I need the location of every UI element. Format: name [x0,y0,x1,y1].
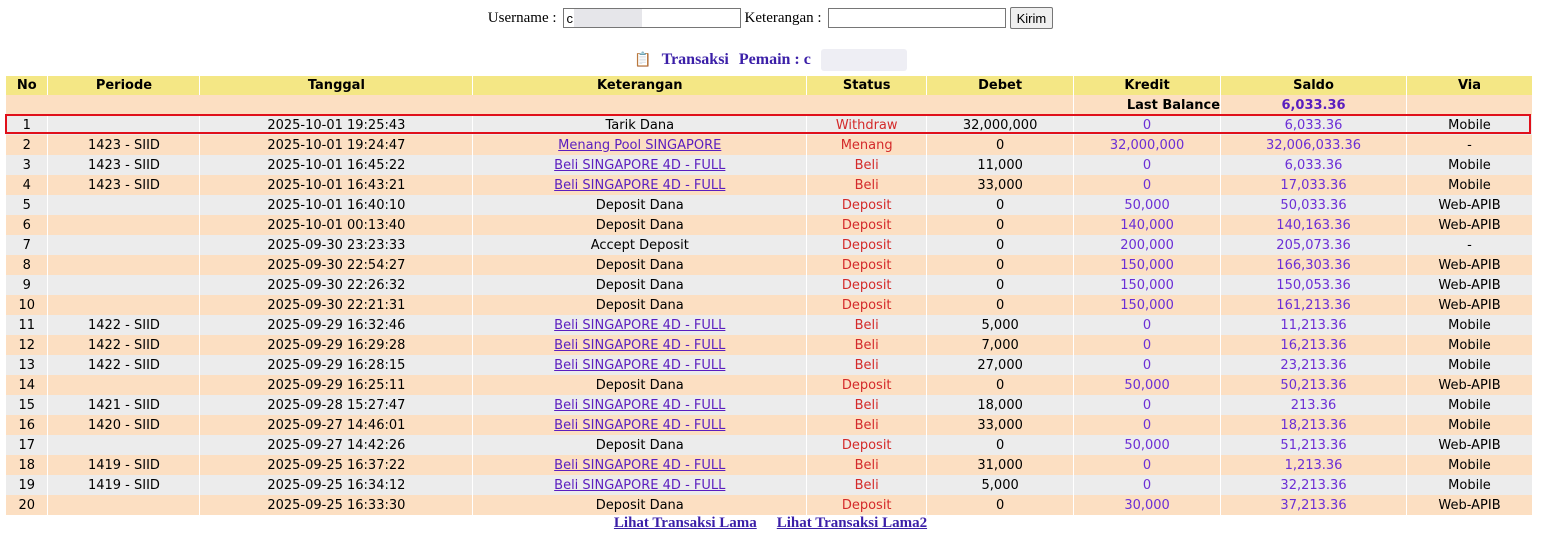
cell-tanggal: 2025-09-25 16:34:12 [200,475,473,495]
cell-debet: 33,000 [927,175,1074,195]
cell-tanggal: 2025-10-01 16:45:22 [200,155,473,175]
cell-debet: 7,000 [927,335,1074,355]
cell-via: Web-APIB [1406,275,1532,295]
cell-saldo: 17,033.36 [1221,175,1407,195]
cell-status: Deposit [807,235,927,255]
cell-debet: 0 [927,435,1074,455]
cell-via: Web-APIB [1406,495,1532,515]
cell-tanggal: 2025-09-30 22:26:32 [200,275,473,295]
cell-via: Web-APIB [1406,255,1532,275]
cell-periode: 1421 - SIID [48,395,200,415]
cell-saldo: 32,213.36 [1221,475,1407,495]
cell-keterangan [473,155,807,175]
cell-periode [48,215,200,235]
cell-tanggal: 2025-10-01 19:24:47 [200,135,473,155]
cell-keterangan [473,335,807,355]
table-header [6,76,1533,95]
cell-saldo: 205,073.36 [1221,235,1407,255]
clipboard-icon: 📋 [634,52,652,68]
cell-keterangan [473,355,807,375]
cell-status: Deposit [807,435,927,455]
cell-debet: 0 [927,195,1074,215]
cell-no: 7 [6,235,48,255]
cell-tanggal: 2025-10-01 00:13:40 [200,215,473,235]
cell-saldo: 140,163.36 [1221,215,1407,235]
cell-no: 13 [6,355,48,375]
cell-kredit: 0 [1074,315,1221,335]
cell-no: 16 [6,415,48,435]
table-row [6,355,1533,375]
cell-no: 12 [6,335,48,355]
cell-status: Deposit [807,195,927,215]
cell-via: Mobile [1406,155,1532,175]
cell-kredit: 50,000 [1074,195,1221,215]
cell-via: Mobile [1406,355,1532,375]
table-row [6,495,1533,515]
cell-keterangan: Deposit Dana [473,435,807,455]
column-header: Via [1406,76,1532,95]
table-row [6,195,1533,215]
cell-no: 8 [6,255,48,275]
table-row [6,395,1533,415]
cell-saldo: 213.36 [1221,395,1407,415]
cell-periode: 1423 - SIID [48,155,200,175]
cell-status: Beli [807,315,927,335]
cell-saldo: 166,303.36 [1221,255,1407,275]
column-header: Tanggal [200,76,473,95]
cell-no: 11 [6,315,48,335]
cell-kredit: 0 [1074,155,1221,175]
cell-debet: 5,000 [927,315,1074,335]
keterangan-link[interactable]: Beli SINGAPORE 4D - FULL [554,177,726,193]
cell-no: 17 [6,435,48,455]
keterangan-link[interactable]: Beli SINGAPORE 4D - FULL [554,157,726,173]
cell-periode: 1420 - SIID [48,415,200,435]
column-header: Debet [927,76,1074,95]
cell-status: Beli [807,335,927,355]
footer-links [0,515,1541,535]
cell-via: Web-APIB [1406,195,1532,215]
cell-status: Deposit [807,495,927,515]
cell-keterangan [473,455,807,475]
cell-kredit: 150,000 [1074,295,1221,315]
cell-no: 2 [6,135,48,155]
cell-keterangan [473,395,807,415]
table-row [6,235,1533,255]
table-row [6,375,1533,395]
cell-debet: 0 [927,135,1074,155]
redacted-name [821,49,907,71]
username-input[interactable] [563,8,741,28]
cell-kredit: 150,000 [1074,255,1221,275]
cell-status: Deposit [807,375,927,395]
cell-periode: 1419 - SIID [48,455,200,475]
cell-keterangan: Deposit Dana [473,295,807,315]
cell-keterangan: Deposit Dana [473,375,807,395]
cell-debet: 0 [927,375,1074,395]
cell-tanggal: 2025-09-30 22:21:31 [200,295,473,315]
cell-saldo: 18,213.36 [1221,415,1407,435]
table-row [6,435,1533,455]
cell-kredit: 140,000 [1074,215,1221,235]
keterangan-link[interactable]: Beli SINGAPORE 4D - FULL [554,397,726,413]
cell-keterangan: Deposit Dana [473,495,807,515]
cell-status: Beli [807,475,927,495]
cell-saldo: 6,033.36 [1221,115,1407,135]
cell-keterangan [473,175,807,195]
cell-kredit: 0 [1074,175,1221,195]
cell-via: Mobile [1406,175,1532,195]
table-row [6,135,1533,155]
cell-periode [48,115,200,135]
cell-saldo: 16,213.36 [1221,335,1407,355]
cell-keterangan: Tarik Dana [473,115,807,135]
cell-debet: 33,000 [927,415,1074,435]
column-header: Kredit [1074,76,1221,95]
cell-keterangan: Deposit Dana [473,195,807,215]
cell-kredit: 50,000 [1074,435,1221,455]
cell-keterangan [473,475,807,495]
cell-tanggal: 2025-09-25 16:33:30 [200,495,473,515]
cell-no: 6 [6,215,48,235]
cell-saldo: 50,213.36 [1221,375,1407,395]
cell-periode: 1419 - SIID [48,475,200,495]
transaction-table [6,76,1533,515]
cell-status: Deposit [807,255,927,275]
cell-debet: 0 [927,255,1074,275]
cell-tanggal: 2025-09-30 22:54:27 [200,255,473,275]
keterangan-input[interactable] [828,8,1006,28]
cell-no: 15 [6,395,48,415]
cell-tanggal: 2025-09-29 16:32:46 [200,315,473,335]
keterangan-link[interactable]: Beli SINGAPORE 4D - FULL [554,317,726,333]
cell-keterangan: Deposit Dana [473,255,807,275]
cell-kredit: 150,000 [1074,275,1221,295]
cell-via: Web-APIB [1406,215,1532,235]
cell-via: Mobile [1406,335,1532,355]
keterangan-label: Keterangan : [744,9,822,26]
keterangan-link[interactable]: Menang Pool SINGAPORE [558,137,722,153]
cell-no: 1 [6,115,48,135]
kirim-button[interactable]: Kirim [1010,7,1054,29]
cell-debet: 31,000 [927,455,1074,475]
cell-via: Web-APIB [1406,295,1532,315]
cell-debet: 0 [927,215,1074,235]
table-row [6,155,1533,175]
search-form [0,0,1541,36]
cell-periode [48,275,200,295]
keterangan-link[interactable]: Beli SINGAPORE 4D - FULL [554,337,726,353]
cell-kredit: 0 [1074,355,1221,375]
cell-kredit: 200,000 [1074,235,1221,255]
cell-status: Menang [807,135,927,155]
cell-periode [48,195,200,215]
cell-keterangan [473,315,807,335]
cell-no: 3 [6,155,48,175]
cell-debet: 0 [927,275,1074,295]
cell-via: Web-APIB [1406,375,1532,395]
cell-saldo: 51,213.36 [1221,435,1407,455]
cell-periode: 1423 - SIID [48,175,200,195]
column-header: Periode [48,76,200,95]
cell-saldo: 1,213.36 [1221,455,1407,475]
cell-keterangan: Deposit Dana [473,275,807,295]
cell-debet: 0 [927,495,1074,515]
cell-periode: 1422 - SIID [48,355,200,375]
cell-kredit: 0 [1074,455,1221,475]
cell-saldo: 6,033.36 [1221,155,1407,175]
cell-status: Beli [807,455,927,475]
cell-kredit: 0 [1074,115,1221,135]
table-row [6,335,1533,355]
cell-via: - [1406,135,1532,155]
cell-saldo: 150,053.36 [1221,275,1407,295]
cell-tanggal: 2025-10-01 19:25:43 [200,115,473,135]
column-header: No [6,76,48,95]
cell-debet: 18,000 [927,395,1074,415]
cell-via: Mobile [1406,415,1532,435]
cell-status: Beli [807,175,927,195]
cell-tanggal: 2025-10-01 16:43:21 [200,175,473,195]
cell-saldo: 23,213.36 [1221,355,1407,375]
cell-periode [48,435,200,455]
keterangan-link[interactable]: Beli SINGAPORE 4D - FULL [554,417,726,433]
table-row [6,455,1533,475]
cell-status: Beli [807,355,927,375]
cell-saldo: 161,213.36 [1221,295,1407,315]
cell-periode [48,295,200,315]
keterangan-link[interactable]: Beli SINGAPORE 4D - FULL [554,357,726,373]
cell-via: Mobile [1406,455,1532,475]
cell-saldo: 32,006,033.36 [1221,135,1407,155]
cell-kredit: 0 [1074,475,1221,495]
cell-tanggal: 2025-09-29 16:25:11 [200,375,473,395]
cell-no: 10 [6,295,48,315]
table-row [6,475,1533,495]
table-row [6,115,1533,135]
cell-via: Mobile [1406,315,1532,335]
cell-status: Withdraw [807,115,927,135]
cell-no: 5 [6,195,48,215]
cell-tanggal: 2025-09-28 15:27:47 [200,395,473,415]
cell-debet: 5,000 [927,475,1074,495]
cell-keterangan: Accept Deposit [473,235,807,255]
cell-status: Beli [807,395,927,415]
cell-debet: 11,000 [927,155,1074,175]
cell-tanggal: 2025-09-29 16:29:28 [200,335,473,355]
username-label: Username : [487,9,557,26]
cell-debet: 0 [927,235,1074,255]
cell-tanggal: 2025-09-25 16:37:22 [200,455,473,475]
cell-no: 18 [6,455,48,475]
cell-debet: 27,000 [927,355,1074,375]
cell-kredit: 0 [1074,335,1221,355]
cell-tanggal: 2025-09-27 14:46:01 [200,415,473,435]
player-label: Pemain : c [738,51,811,68]
cell-periode [48,255,200,275]
table-row [6,415,1533,435]
cell-kredit: 30,000 [1074,495,1221,515]
page-title: Transaksi [661,51,729,68]
lihat-transaksi-lama2-link[interactable]: Lihat Transaksi Lama2 [776,515,928,531]
cell-periode: 1423 - SIID [48,135,200,155]
lihat-transaksi-lama-link[interactable]: Lihat Transaksi Lama [613,515,757,531]
cell-status: Deposit [807,275,927,295]
table-row [6,175,1533,195]
cell-status: Deposit [807,295,927,315]
cell-via: Web-APIB [1406,435,1532,455]
cell-keterangan [473,415,807,435]
table-row [6,215,1533,235]
cell-tanggal: 2025-09-27 14:42:26 [200,435,473,455]
cell-keterangan [473,135,807,155]
cell-tanggal: 2025-09-29 16:28:15 [200,355,473,375]
table-row [6,295,1533,315]
cell-no: 19 [6,475,48,495]
column-header: Status [807,76,927,95]
cell-periode [48,375,200,395]
last-balance-value: 6,033.36 [1221,95,1407,115]
cell-tanggal: 2025-10-01 16:40:10 [200,195,473,215]
cell-kredit: 0 [1074,395,1221,415]
cell-no: 20 [6,495,48,515]
cell-status: Beli [807,415,927,435]
cell-via: Mobile [1406,395,1532,415]
keterangan-link[interactable]: Beli SINGAPORE 4D - FULL [554,457,726,473]
cell-kredit: 32,000,000 [1074,135,1221,155]
transaction-title-bar [0,48,1541,72]
cell-periode [48,495,200,515]
cell-keterangan: Deposit Dana [473,215,807,235]
cell-saldo: 50,033.36 [1221,195,1407,215]
keterangan-link[interactable]: Beli SINGAPORE 4D - FULL [554,477,726,493]
cell-via: Mobile [1406,475,1532,495]
cell-status: Beli [807,155,927,175]
cell-periode: 1422 - SIID [48,315,200,335]
column-header: Keterangan [473,76,807,95]
cell-no: 14 [6,375,48,395]
column-header: Saldo [1221,76,1407,95]
table-row [6,255,1533,275]
cell-periode: 1422 - SIID [48,335,200,355]
last-balance-label: Last Balance [1074,95,1221,115]
cell-via: - [1406,235,1532,255]
table-row [6,275,1533,295]
cell-via: Mobile [1406,115,1532,135]
cell-kredit: 0 [1074,415,1221,435]
cell-debet: 32,000,000 [927,115,1074,135]
cell-no: 4 [6,175,48,195]
table-row [6,315,1533,335]
cell-status: Deposit [807,215,927,235]
cell-saldo: 37,213.36 [1221,495,1407,515]
cell-no: 9 [6,275,48,295]
cell-tanggal: 2025-09-30 23:23:33 [200,235,473,255]
last-balance-row [6,95,1533,115]
cell-saldo: 11,213.36 [1221,315,1407,335]
cell-debet: 0 [927,295,1074,315]
cell-periode [48,235,200,255]
cell-kredit: 50,000 [1074,375,1221,395]
